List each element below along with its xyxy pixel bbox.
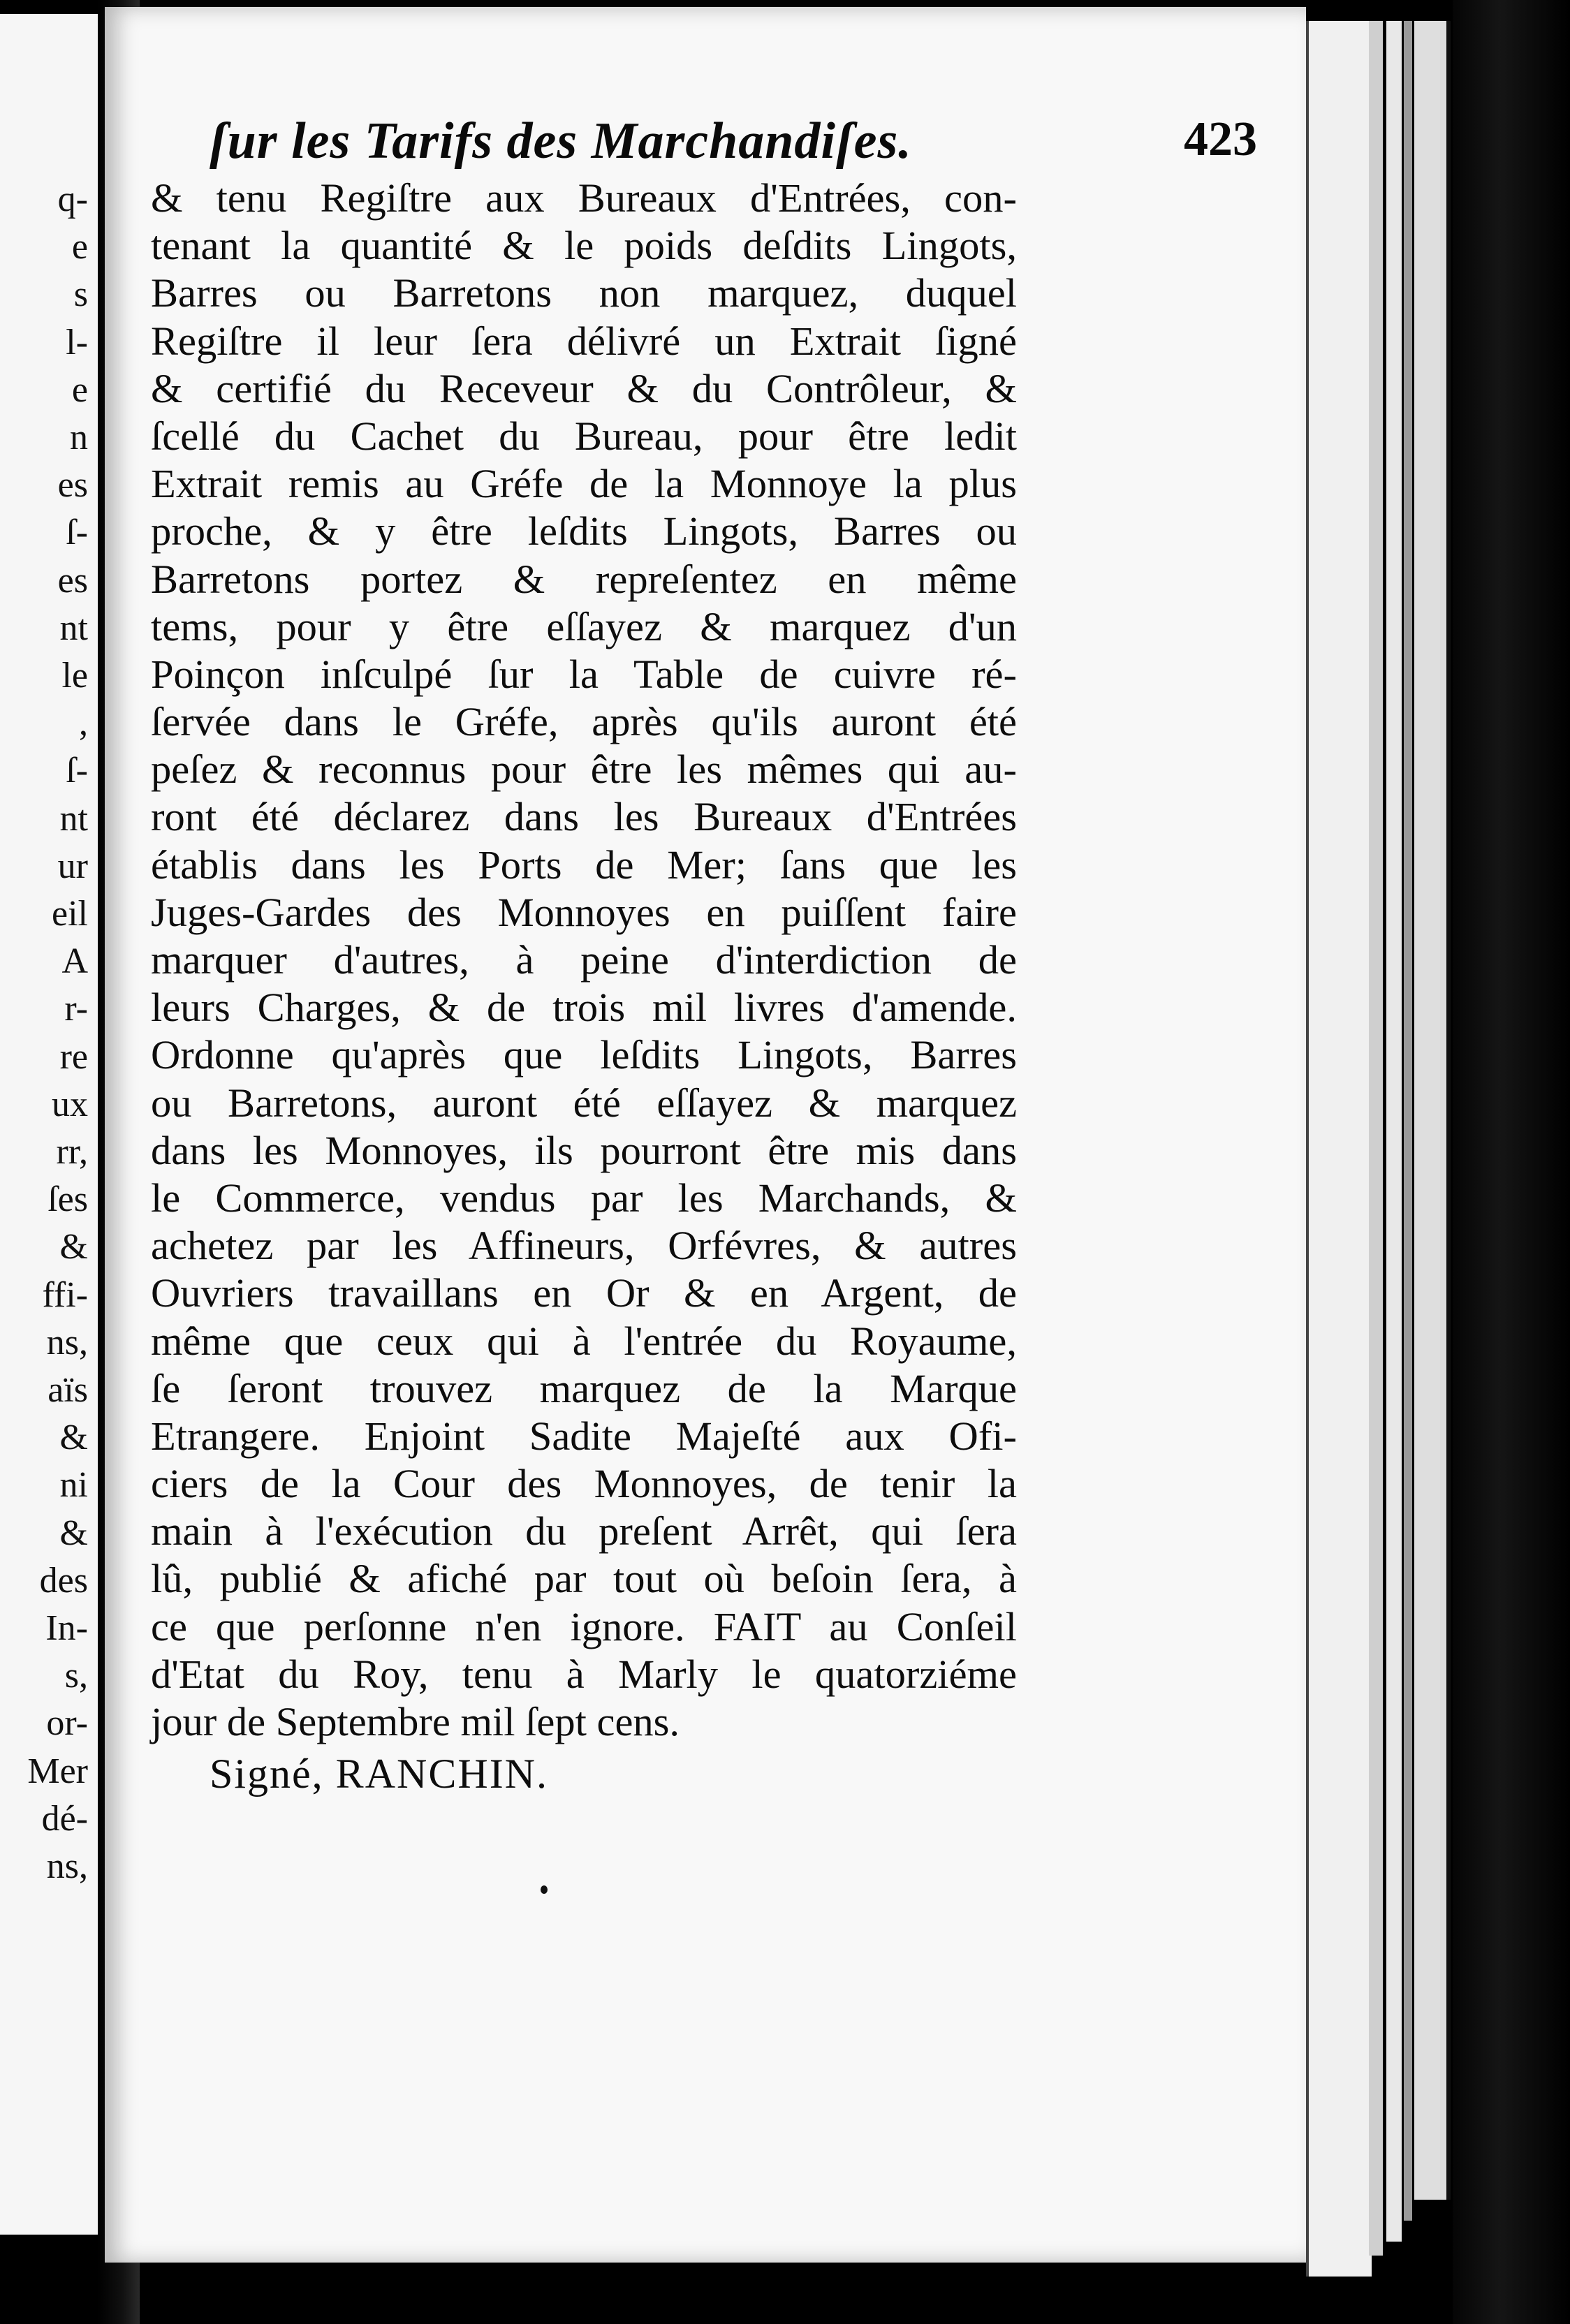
facing-page-text: es (57, 560, 88, 601)
page-edge (1386, 21, 1402, 2242)
facing-page-text: ſes (47, 1179, 88, 1220)
facing-page-text: l- (66, 322, 88, 362)
facing-page-text: nt (59, 608, 88, 648)
text-line: Barres ou Barretons non marquez, duquel (151, 270, 1017, 316)
facing-page-text: dé- (41, 1798, 88, 1839)
text-line: Poinçon inſculpé ſur la Table de cuivre ré- (151, 651, 1017, 697)
facing-page-text: nt (59, 798, 88, 839)
facing-page-text: A (61, 941, 88, 982)
text-line: main à l'exécution du preſent Arrêt, qui ſera (151, 1508, 1017, 1554)
text-line: dans les Monnoyes, ils pourront être mis dans (151, 1127, 1017, 1173)
text-line: & certifié du Receveur & du Contrôleur, & (151, 365, 1017, 411)
facing-page-text: rr, (56, 1132, 88, 1172)
facing-page-text: le (61, 656, 88, 696)
facing-page-text: r- (64, 989, 88, 1029)
facing-page-text: or- (46, 1703, 88, 1744)
text-line: ront été déclarez dans les Bureaux d'Entrées (151, 794, 1017, 840)
text-line: ciers de la Cour des Monnoyes, de tenir la (151, 1461, 1017, 1507)
text-line: Extrait remis au Gréfe de la Monnoye la plus (151, 461, 1017, 507)
page-edge (1404, 21, 1412, 2221)
text-line: jour de Septembre mil ſept cens. (151, 1699, 680, 1744)
facing-page-text: In- (45, 1608, 88, 1648)
text-line: ſcellé du Cachet du Bureau, pour être ledit (151, 413, 1017, 459)
text-line: achetez par les Affineurs, Orfévres, & autres (151, 1223, 1017, 1269)
facing-page-text: ur (57, 846, 88, 886)
text-line: Barretons portez & repreſentez en même (151, 556, 1017, 602)
signature-line: Signé, RANCHIN. (210, 1751, 549, 1797)
text-line: peſez & reconnus pour être les mêmes qui au- (151, 747, 1017, 793)
facing-page-text: ns, (46, 1846, 88, 1886)
facing-page-text: ffi- (42, 1274, 88, 1315)
running-title: ſur les Tarifs des Marchandiſes. (210, 112, 912, 170)
facing-page-text: s (73, 274, 88, 315)
text-line: ou Barretons, auront été eſſayez & marquez (151, 1080, 1017, 1126)
facing-page-text: e (71, 369, 88, 410)
text-line: Ouvriers travaillans en Or & en Argent, de (151, 1270, 1017, 1316)
running-head (210, 112, 1257, 175)
page-edge (1369, 21, 1383, 2256)
facing-page-text: n (70, 418, 88, 457)
facing-page-text: ſ- (66, 751, 88, 791)
facing-page-text: eil (52, 894, 88, 934)
text-line: leurs Charges, & de trois mil livres d'amende. (151, 985, 1017, 1031)
body-text (151, 175, 1017, 1746)
text-line: le Commerce, vendus par les Marchands, & (151, 1175, 1017, 1221)
facing-page-text: q- (57, 179, 88, 219)
facing-page-text: ſ- (66, 513, 88, 553)
text-line: ce que perſonne n'en ignore. FAIT au Conſeil (151, 1603, 1017, 1649)
text-line: établis dans les Ports de Mer; ſans que les (151, 841, 1017, 888)
facing-page-text: es (57, 465, 88, 506)
facing-page-text: Mer (27, 1751, 88, 1791)
ink-speck (541, 1885, 548, 1894)
text-line: tenant la quantité & le poids deſdits Lingots, (151, 223, 1017, 269)
facing-page-text: , (79, 703, 88, 744)
facing-page-fragment (0, 14, 102, 2235)
facing-page-text: ns, (46, 1322, 88, 1362)
facing-page-text: aïs (47, 1370, 88, 1410)
text-line: même que ceux qui à l'entrée du Royaume, (151, 1318, 1017, 1364)
page-edge (1306, 21, 1372, 2277)
book-binding (1453, 0, 1570, 2324)
text-line: marquer d'autres, à peine d'interdiction de (151, 937, 1017, 983)
text-line: Regiſtre il leur ſera délivré un Extrait ſigné (151, 318, 1017, 364)
facing-page-text: des (39, 1560, 88, 1601)
text-line: & tenu Regiſtre aux Bureaux d'Entrées, con- (151, 175, 1017, 221)
page-edge (1414, 21, 1451, 2200)
text-line: lû, publié & afiché par tout où beſoin ſera, à (151, 1556, 1017, 1602)
facing-page-text: & (59, 1418, 88, 1458)
text-line: Ordonne qu'après que leſdits Lingots, Barres (151, 1032, 1017, 1078)
facing-page-text: ux (52, 1084, 88, 1124)
text-line: ſe ſeront trouvez marquez de la Marque (151, 1365, 1017, 1411)
facing-page-text: e (71, 227, 88, 267)
facing-page-text: re (59, 1036, 88, 1077)
text-line: Juges-Gardes des Monnoyes en puiſſent faire (151, 889, 1017, 935)
facing-page-text: & (59, 1227, 88, 1267)
text-line: Etrangere. Enjoint Sadite Majeſté aux Ofi- (151, 1413, 1017, 1459)
facing-page-text: ni (59, 1465, 88, 1506)
facing-page-text: s, (64, 1656, 88, 1696)
page-number: 423 (1184, 112, 1257, 166)
text-line: d'Etat du Roy, tenu à Marly le quatorziéme (151, 1651, 1017, 1697)
text-line: tems, pour y être eſſayez & marquez d'un (151, 603, 1017, 649)
facing-page-text: & (59, 1513, 88, 1553)
text-line: ſervée dans le Gréfe, après qu'ils auront été (151, 699, 1017, 745)
text-line: proche, & y être leſdits Lingots, Barres ou (151, 508, 1017, 554)
